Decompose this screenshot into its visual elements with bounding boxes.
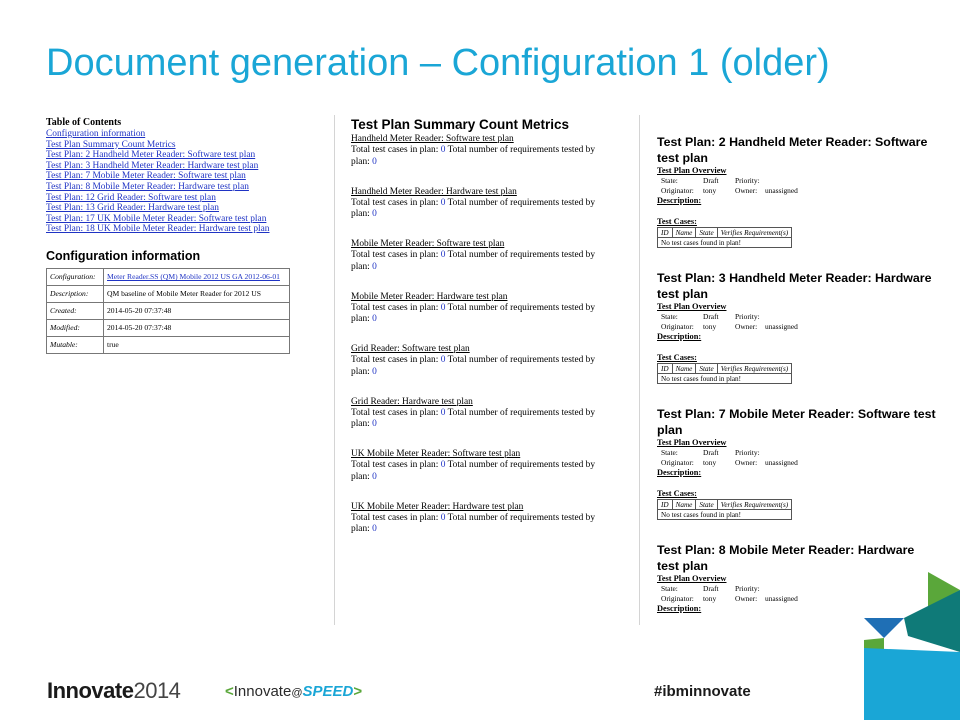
metric-plan-label: plan: bbox=[351, 366, 370, 377]
metric-cases-value: 0 bbox=[440, 355, 446, 366]
toc-link[interactable]: Test Plan: 12 Grid Reader: Software test plan bbox=[46, 192, 216, 203]
test-cases-column-header: Name bbox=[672, 364, 696, 374]
test-cases-header-row bbox=[658, 228, 792, 238]
originator-label: Originator: bbox=[661, 594, 694, 603]
test-cases-column-header: ID bbox=[658, 500, 673, 510]
toc-link[interactable]: Test Plan: 8 Mobile Meter Reader: Hardware test plan bbox=[46, 181, 249, 192]
config-key: Mutable: bbox=[47, 336, 104, 353]
test-cases-column-header: Name bbox=[672, 228, 696, 238]
metric-reqs-label: Total number of requirements tested by bbox=[447, 197, 596, 208]
metric-reqs-value: 0 bbox=[372, 366, 377, 377]
originator-value: tony bbox=[703, 322, 717, 331]
test-cases-label: Test Cases: bbox=[657, 217, 697, 226]
plans-column bbox=[657, 135, 947, 625]
metric-cases-label: Total test cases in plan: bbox=[351, 145, 439, 156]
toc-link[interactable]: Test Plan: 3 Handheld Meter Reader: Hardware test plan bbox=[46, 160, 259, 171]
owner-label: Owner: bbox=[735, 186, 758, 195]
metric-plan-label: plan: bbox=[351, 419, 370, 430]
test-cases-label: Test Cases: bbox=[657, 489, 697, 498]
metric-title: Handheld Meter Reader: Hardware test plan bbox=[351, 186, 517, 197]
metric-line bbox=[351, 524, 636, 535]
state-value: Draft bbox=[703, 448, 719, 457]
config-link[interactable]: Meter Reader.SS (QM) Mobile 2012 US GA 2012-06-01 bbox=[104, 268, 290, 285]
toc-column bbox=[46, 117, 326, 354]
metric-title: UK Mobile Meter Reader: Software test plan bbox=[351, 449, 521, 459]
metric-reqs-label: Total number of requirements tested by bbox=[447, 250, 596, 261]
metric-item bbox=[351, 187, 636, 240]
owner-value: unassigned bbox=[765, 322, 798, 331]
overview-row bbox=[657, 458, 947, 468]
innovate-logo bbox=[47, 678, 180, 704]
description-label: Description: bbox=[657, 196, 702, 205]
config-key: Configuration: bbox=[47, 268, 104, 285]
metric-reqs-value: 0 bbox=[372, 261, 377, 272]
config-key: Created: bbox=[47, 302, 104, 319]
speed-left-text: Innovate bbox=[233, 683, 292, 700]
description-label: Description: bbox=[657, 604, 702, 613]
metrics-list bbox=[351, 134, 636, 554]
test-cases-column-header: Name bbox=[672, 500, 696, 510]
chevron-left-icon: < bbox=[225, 683, 234, 700]
metric-reqs-value: 0 bbox=[372, 419, 377, 430]
metric-title: Mobile Meter Reader: Hardware test plan bbox=[351, 291, 508, 302]
originator-value: tony bbox=[703, 186, 717, 195]
metric-line bbox=[351, 355, 636, 366]
metric-reqs-value: 0 bbox=[372, 524, 377, 535]
metric-item bbox=[351, 397, 636, 450]
test-cases-table bbox=[657, 363, 792, 384]
test-cases-empty-row bbox=[658, 510, 792, 520]
test-cases-column-header: State bbox=[696, 364, 717, 374]
plans-list bbox=[657, 135, 947, 625]
metric-line bbox=[351, 157, 636, 168]
overview-row bbox=[657, 186, 947, 196]
metric-reqs-value: 0 bbox=[372, 209, 377, 220]
config-key: Description: bbox=[47, 285, 104, 302]
metric-reqs-value: 0 bbox=[372, 471, 377, 482]
metric-line bbox=[351, 303, 636, 314]
test-cases-column-header: ID bbox=[658, 364, 673, 374]
test-cases-header-row bbox=[658, 364, 792, 374]
config-row bbox=[47, 336, 290, 353]
state-value: Draft bbox=[703, 176, 719, 185]
config-heading: Configuration information bbox=[46, 248, 201, 263]
test-plan-title: Test Plan: 2 Handheld Meter Reader: Software test plan bbox=[657, 135, 928, 165]
brand-word: Innovate bbox=[47, 678, 134, 703]
metric-plan-label: plan: bbox=[351, 261, 370, 272]
test-cases-column-header: ID bbox=[658, 228, 673, 238]
originator-label: Originator: bbox=[661, 186, 694, 195]
owner-label: Owner: bbox=[735, 594, 758, 603]
metrics-column bbox=[351, 117, 636, 554]
metric-cases-value: 0 bbox=[440, 145, 446, 156]
metric-reqs-label: Total number of requirements tested by bbox=[447, 512, 596, 523]
owner-value: unassigned bbox=[765, 458, 798, 467]
metric-line bbox=[351, 262, 636, 273]
test-cases-empty-text: No test cases found in plan! bbox=[658, 510, 792, 520]
metric-reqs-value: 0 bbox=[372, 314, 377, 325]
brand-year: 2014 bbox=[133, 678, 181, 703]
test-cases-column-header: State bbox=[696, 500, 717, 510]
config-table bbox=[46, 268, 290, 354]
originator-value: tony bbox=[703, 594, 717, 603]
test-plan-section bbox=[657, 271, 947, 407]
toc-link[interactable]: Test Plan: 17 UK Mobile Meter Reader: Software test plan bbox=[46, 213, 267, 224]
metric-plan-label: plan: bbox=[351, 471, 370, 482]
metric-plan-label: plan: bbox=[351, 314, 370, 325]
metric-item bbox=[351, 292, 636, 345]
metric-cases-label: Total test cases in plan: bbox=[351, 460, 439, 471]
owner-value: unassigned bbox=[765, 186, 798, 195]
metric-plan-label: plan: bbox=[351, 524, 370, 535]
metrics-heading: Test Plan Summary Count Metrics bbox=[351, 117, 570, 132]
priority-label: Priority: bbox=[735, 176, 760, 185]
priority-label: Priority: bbox=[735, 584, 760, 593]
test-cases-column-header: State bbox=[696, 228, 717, 238]
spacer bbox=[657, 342, 947, 353]
metric-reqs-value: 0 bbox=[372, 156, 377, 167]
test-cases-empty-row bbox=[658, 238, 792, 248]
overview-row bbox=[657, 176, 947, 186]
metric-reqs-label: Total number of requirements tested by bbox=[447, 355, 596, 366]
test-plan-section bbox=[657, 135, 947, 271]
test-cases-empty-text: No test cases found in plan! bbox=[658, 238, 792, 248]
metric-item bbox=[351, 344, 636, 397]
metric-line bbox=[351, 145, 636, 156]
metric-reqs-label: Total number of requirements tested by bbox=[447, 145, 596, 156]
state-label: State: bbox=[661, 176, 678, 185]
metric-reqs-label: Total number of requirements tested by bbox=[447, 407, 596, 418]
test-cases-column-header: Verifies Requirement(s) bbox=[717, 228, 791, 238]
metric-cases-value: 0 bbox=[440, 460, 446, 471]
metric-cases-label: Total test cases in plan: bbox=[351, 302, 439, 313]
test-cases-column-header: Verifies Requirement(s) bbox=[717, 500, 791, 510]
description-label: Description: bbox=[657, 468, 702, 477]
speed-at-text: @ bbox=[291, 687, 303, 699]
chevron-right-icon: > bbox=[353, 683, 363, 700]
slide-title: Document generation – Configuration 1 (older) bbox=[46, 42, 830, 84]
metric-line bbox=[351, 408, 636, 419]
metric-item bbox=[351, 502, 636, 555]
test-plan-section bbox=[657, 407, 947, 543]
metric-title: Grid Reader: Software test plan bbox=[351, 344, 470, 354]
config-row bbox=[47, 302, 290, 319]
metric-item bbox=[351, 239, 636, 292]
test-cases-table bbox=[657, 227, 792, 248]
metric-line bbox=[351, 460, 636, 471]
toc-list bbox=[46, 129, 326, 235]
overview-label: Test Plan Overview bbox=[657, 302, 727, 311]
test-cases-header-row bbox=[658, 500, 792, 510]
description-label: Description: bbox=[657, 332, 702, 341]
metric-line bbox=[351, 250, 636, 261]
originator-label: Originator: bbox=[661, 322, 694, 331]
config-value: true bbox=[104, 336, 290, 353]
metric-line bbox=[351, 513, 636, 524]
hashtag: #ibminnovate bbox=[654, 683, 751, 700]
overview-label: Test Plan Overview bbox=[657, 574, 727, 583]
config-key: Modified: bbox=[47, 319, 104, 336]
deco-cyan-shape bbox=[864, 648, 960, 720]
overview-row bbox=[657, 322, 947, 332]
toc-link[interactable]: Test Plan: 7 Mobile Meter Reader: Software test plan bbox=[46, 171, 246, 182]
toc-heading: Table of Contents bbox=[46, 117, 122, 128]
metric-reqs-label: Total number of requirements tested by bbox=[447, 460, 596, 471]
metric-item bbox=[351, 134, 636, 187]
toc-link[interactable]: Test Plan: 18 UK Mobile Meter Reader: Hardware test plan bbox=[46, 224, 270, 235]
test-cases-label: Test Cases: bbox=[657, 353, 697, 362]
metric-reqs-label: Total number of requirements tested by bbox=[447, 302, 596, 313]
toc-link[interactable]: Configuration information bbox=[46, 129, 146, 139]
test-plan-title: Test Plan: 7 Mobile Meter Reader: Software test plan bbox=[657, 407, 936, 437]
metric-item bbox=[351, 449, 636, 502]
test-plan-title: Test Plan: 8 Mobile Meter Reader: Hardware test plan bbox=[657, 543, 915, 573]
innovate-speed-logo bbox=[225, 683, 362, 700]
originator-value: tony bbox=[703, 458, 717, 467]
metric-plan-label: plan: bbox=[351, 209, 370, 220]
overview-row bbox=[657, 448, 947, 458]
metric-line bbox=[351, 209, 636, 220]
originator-label: Originator: bbox=[661, 458, 694, 467]
priority-label: Priority: bbox=[735, 448, 760, 457]
overview-label: Test Plan Overview bbox=[657, 438, 727, 447]
test-cases-column-header: Verifies Requirement(s) bbox=[717, 364, 791, 374]
state-value: Draft bbox=[703, 312, 719, 321]
metric-line bbox=[351, 472, 636, 483]
config-value: 2014-05-20 07:37:48 bbox=[104, 319, 290, 336]
config-row bbox=[47, 319, 290, 336]
state-value: Draft bbox=[703, 584, 719, 593]
owner-value: unassigned bbox=[765, 594, 798, 603]
toc-link[interactable]: Test Plan Summary Count Metrics bbox=[46, 139, 176, 150]
config-value: QM baseline of Mobile Meter Reader for 2012 US bbox=[104, 285, 290, 302]
metric-cases-value: 0 bbox=[440, 197, 446, 208]
column-divider-1 bbox=[334, 115, 335, 625]
spacer bbox=[657, 206, 947, 217]
metric-cases-value: 0 bbox=[440, 512, 446, 523]
priority-label: Priority: bbox=[735, 312, 760, 321]
metric-line bbox=[351, 367, 636, 378]
metric-cases-value: 0 bbox=[440, 250, 446, 261]
config-row bbox=[47, 285, 290, 302]
config-value: 2014-05-20 07:37:48 bbox=[104, 302, 290, 319]
metric-cases-label: Total test cases in plan: bbox=[351, 407, 439, 418]
metric-cases-value: 0 bbox=[440, 407, 446, 418]
metric-title: Grid Reader: Hardware test plan bbox=[351, 396, 473, 407]
test-cases-empty-row bbox=[658, 374, 792, 384]
state-label: State: bbox=[661, 448, 678, 457]
metric-cases-label: Total test cases in plan: bbox=[351, 355, 439, 366]
metric-line bbox=[351, 419, 636, 430]
test-plan-title: Test Plan: 3 Handheld Meter Reader: Hardware test plan bbox=[657, 271, 932, 301]
config-row bbox=[47, 268, 290, 285]
test-cases-table bbox=[657, 499, 792, 520]
column-divider-2 bbox=[639, 115, 640, 625]
metric-cases-label: Total test cases in plan: bbox=[351, 197, 439, 208]
toc-link[interactable]: Test Plan: 13 Grid Reader: Hardware test plan bbox=[46, 203, 219, 214]
corner-decoration-icon bbox=[864, 570, 960, 720]
speed-word: SPEED bbox=[302, 683, 354, 700]
owner-label: Owner: bbox=[735, 458, 758, 467]
test-cases-empty-text: No test cases found in plan! bbox=[658, 374, 792, 384]
overview-row bbox=[657, 312, 947, 322]
metric-title: UK Mobile Meter Reader: Hardware test plan bbox=[351, 501, 524, 512]
metric-plan-label: plan: bbox=[351, 156, 370, 167]
metric-title: Handheld Meter Reader: Software test plan bbox=[351, 134, 514, 144]
metric-title: Mobile Meter Reader: Software test plan bbox=[351, 239, 505, 249]
metric-cases-label: Total test cases in plan: bbox=[351, 512, 439, 523]
metric-cases-value: 0 bbox=[440, 302, 446, 313]
deco-blue-triangle bbox=[864, 618, 904, 638]
metric-cases-label: Total test cases in plan: bbox=[351, 250, 439, 261]
toc-link[interactable]: Test Plan: 2 Handheld Meter Reader: Software test plan bbox=[46, 150, 256, 161]
state-label: State: bbox=[661, 584, 678, 593]
metric-line bbox=[351, 198, 636, 209]
owner-label: Owner: bbox=[735, 322, 758, 331]
metric-line bbox=[351, 314, 636, 325]
state-label: State: bbox=[661, 312, 678, 321]
spacer bbox=[657, 478, 947, 489]
overview-label: Test Plan Overview bbox=[657, 166, 727, 175]
